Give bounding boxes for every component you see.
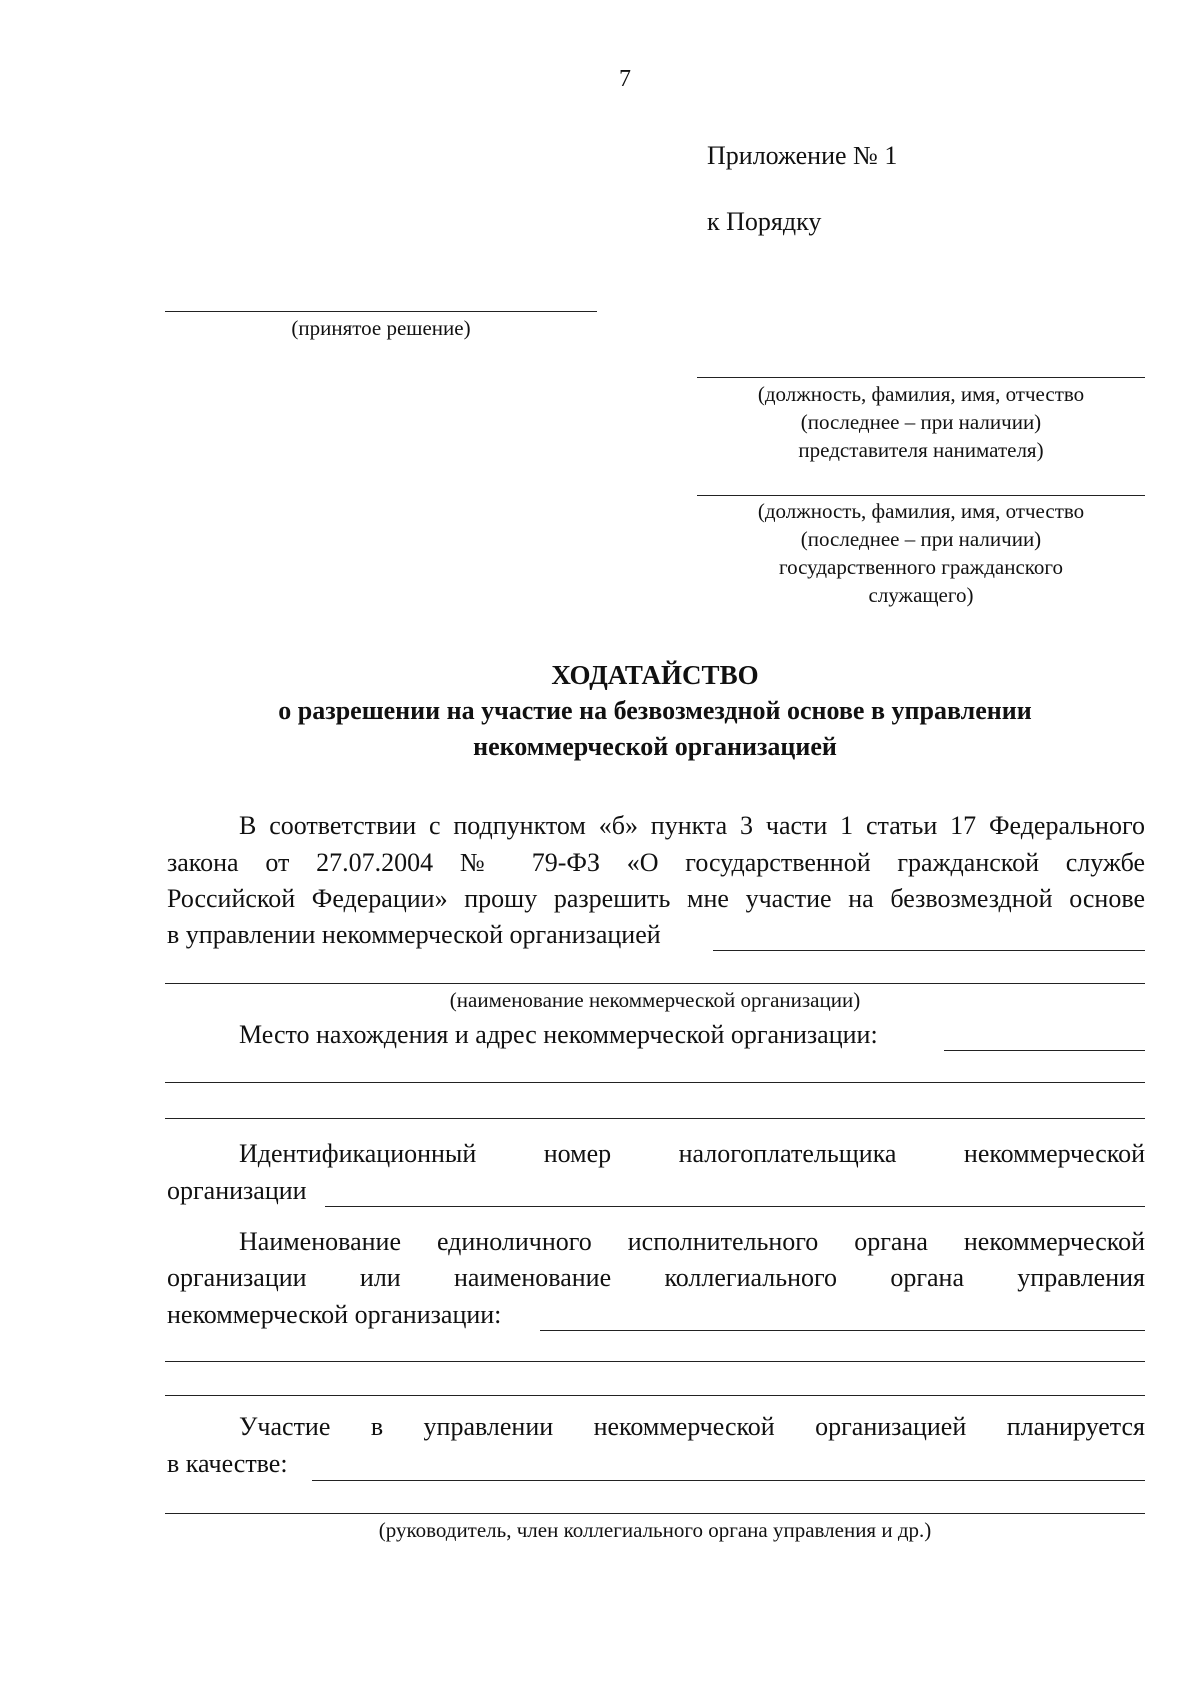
role-label-line2: в качестве: bbox=[167, 1449, 288, 1478]
decision-line bbox=[165, 311, 597, 312]
body-p1-line4: в управлении некоммерческой организацией bbox=[167, 920, 661, 949]
address-fill-line-3[interactable] bbox=[165, 1118, 1145, 1119]
role-fill-line-2[interactable] bbox=[165, 1513, 1145, 1514]
appendix-number: Приложение № 1 bbox=[707, 141, 898, 170]
body-p1-line2: закона от 27.07.2004 № 79-ФЗ «О государственной гражданской службе bbox=[167, 848, 1145, 877]
inn-label-line2: организации bbox=[167, 1176, 307, 1205]
head-label-line3: некоммерческой организации: bbox=[167, 1300, 502, 1329]
body-p1-line1: В соответствии с подпунктом «б» пункта 3 части 1 статьи 17 Федерального bbox=[239, 811, 1145, 840]
caption-line: (должность, фамилия, имя, отчество bbox=[757, 499, 1085, 523]
servant-caption bbox=[697, 497, 1145, 609]
caption-line: (последнее – при наличии) bbox=[800, 527, 1042, 551]
head-fill-line-3[interactable] bbox=[165, 1395, 1145, 1396]
inn-fill-line[interactable] bbox=[325, 1206, 1145, 1207]
inn-label-line1: Идентификационный номер налогоплательщика некоммерческой bbox=[239, 1139, 1145, 1168]
org-name-caption: (наименование некоммерческой организации) bbox=[449, 988, 861, 1012]
role-caption: (руководитель, член коллегиального органа управления и др.) bbox=[378, 1518, 932, 1542]
role-fill-line[interactable] bbox=[312, 1480, 1145, 1481]
caption-line: государственного гражданского bbox=[778, 555, 1063, 579]
address-label: Место нахождения и адрес некоммерческой организации: bbox=[239, 1020, 878, 1049]
caption-line: (последнее – при наличии) bbox=[800, 410, 1042, 434]
address-fill-line[interactable] bbox=[944, 1050, 1145, 1051]
body-p1-line3: Российской Федерации» прошу разрешить мне участие на безвозмездной основе bbox=[167, 884, 1145, 913]
org-name-fill-line[interactable] bbox=[713, 950, 1145, 951]
role-label-line1: Участие в управлении некоммерческой организацией планируется bbox=[239, 1412, 1145, 1441]
employer-rep-caption bbox=[697, 380, 1145, 464]
servant-line bbox=[697, 495, 1145, 496]
caption-line: (должность, фамилия, имя, отчество bbox=[757, 382, 1085, 406]
head-fill-line[interactable] bbox=[540, 1330, 1145, 1331]
document-subtitle-line2: некоммерческой организацией bbox=[473, 732, 837, 761]
appendix-reference: к Порядку bbox=[707, 207, 822, 236]
document-subtitle-line1: о разрешении на участие на безвозмездной основе в управлении bbox=[278, 696, 1032, 725]
address-fill-line-2[interactable] bbox=[165, 1082, 1145, 1083]
decision-caption: (принятое решение) bbox=[291, 316, 471, 340]
caption-line: служащего) bbox=[868, 583, 974, 607]
employer-rep-line bbox=[697, 377, 1145, 378]
page-number: 7 bbox=[619, 66, 631, 92]
head-fill-line-2[interactable] bbox=[165, 1361, 1145, 1362]
head-label-line2: организации или наименование коллегиального органа управления bbox=[167, 1263, 1145, 1292]
org-name-fill-line-2[interactable] bbox=[165, 983, 1145, 984]
document-title: ХОДАТАЙСТВО bbox=[551, 660, 759, 690]
head-label-line1: Наименование единоличного исполнительного органа некоммерческой bbox=[239, 1227, 1145, 1256]
caption-line: представителя нанимателя) bbox=[798, 438, 1044, 462]
